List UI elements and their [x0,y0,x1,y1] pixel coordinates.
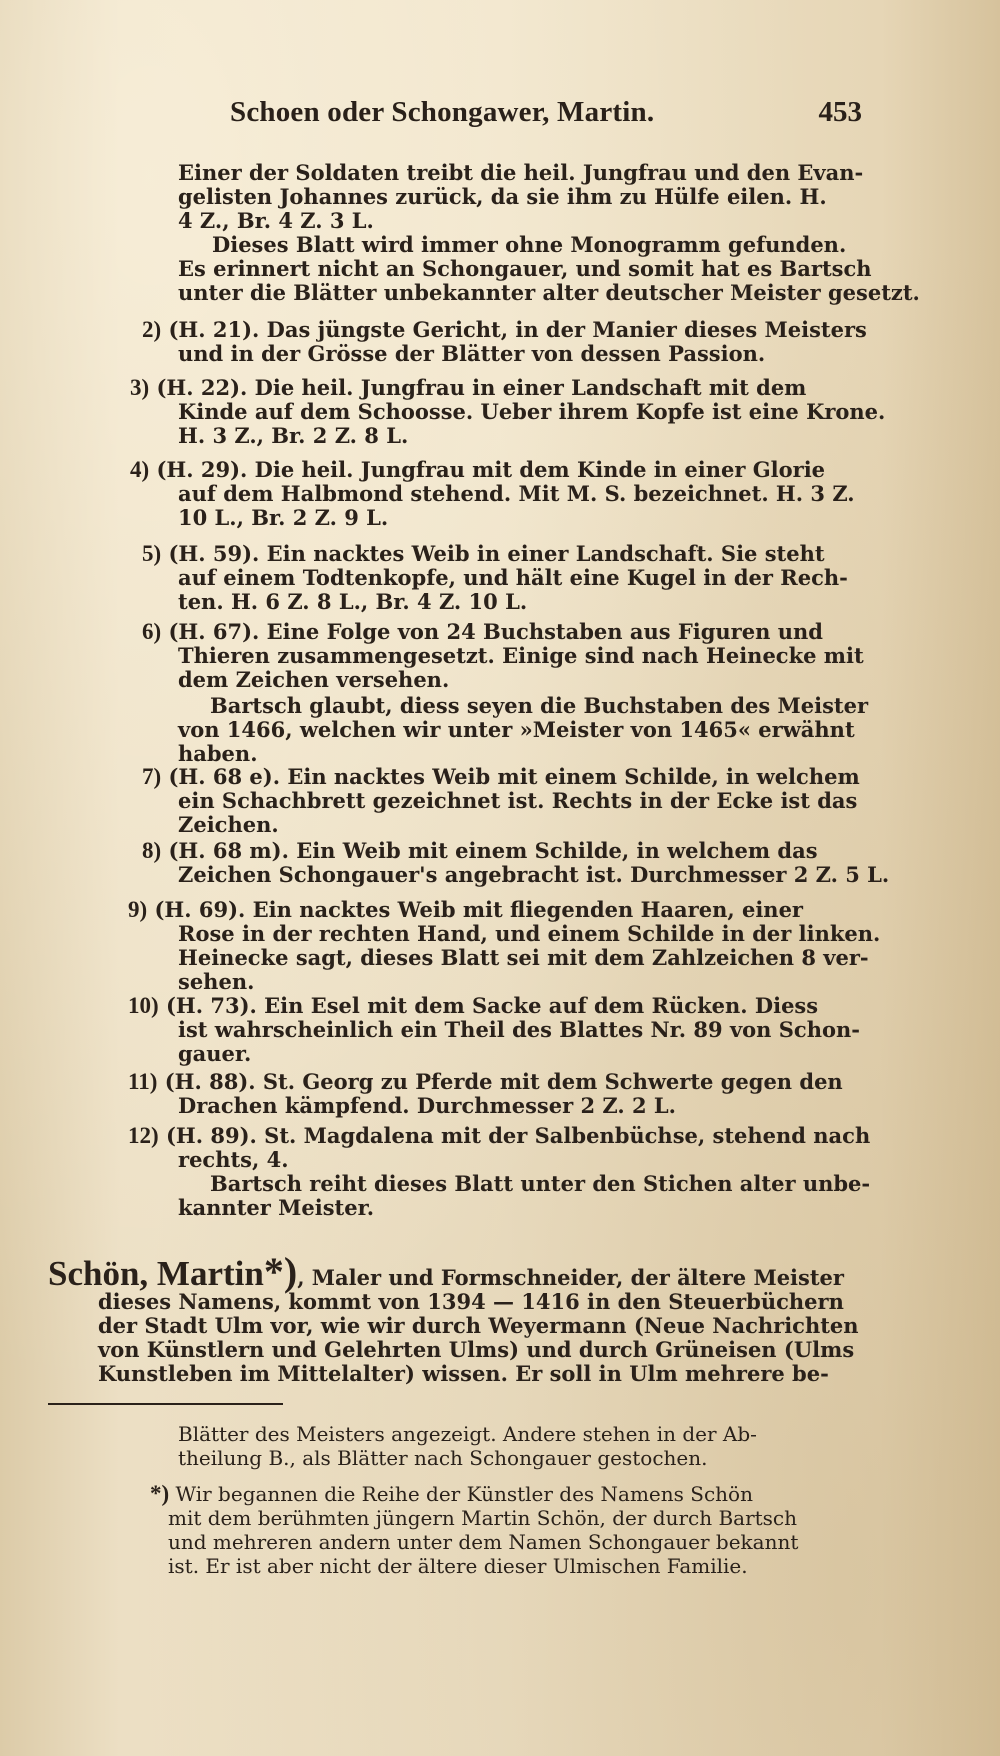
text-line: Bartsch glaubt, diess seyen die Buchstaben des Meister [210,693,869,718]
text-line: ist wahrscheinlich ein Theil des Blattes Nr. 89 von Schon- [178,1017,860,1042]
text-line: ein Schachbrett gezeichnet ist. Rechts in der Ecke ist das [178,788,858,813]
footnote-marker: *) [150,1481,170,1506]
text-line: auf einem Todtenkopfe, und hält eine Kugel in der Rech- [178,565,848,590]
text-line: Zeichen Schongauer's angebracht ist. Durchmesser 2 Z. 5 L. [178,862,890,887]
text-line: haben. [178,741,258,766]
text-line: gauer. [178,1041,252,1066]
text-line: auf dem Halbmond stehend. Mit M. S. bezeichnet. H. 3 Z. [178,481,855,506]
text-line: Zeichen. [178,812,279,837]
footnote-line: und mehreren andern unter dem Namen Schongauer bekannt [168,1530,799,1554]
text-line: kannter Meister. [178,1195,375,1220]
entry-line: dieses Namens, kommt von 1394 — 1416 in den Steuerbüchern [98,1289,844,1314]
catalogue-item-8: 8) (H. 68 m). Ein Weib mit einem Schilde, in welchem das [142,838,818,863]
catalogue-item-5: 5) (H. 59). Ein nacktes Weib in einer Landschaft. Sie steht [142,541,825,566]
text-line: Einer der Soldaten treibt die heil. Jungfrau und den Evan- [178,160,864,185]
running-title: Schoen oder Schongawer, Martin. [230,96,655,128]
catalogue-item-2: 2) (H. 21). Das jüngste Gericht, in der Manier dieses Meisters [142,317,867,342]
catalogue-item-4: 4) (H. 29). Die heil. Jungfrau mit dem Kinde in einer Glorie [130,457,826,482]
catalogue-item-7: 7) (H. 68 e). Ein nacktes Weib mit einem Schilde, in welchem [142,764,860,789]
text-line: ten. H. 6 Z. 8 L., Br. 4 Z. 10 L. [178,589,528,614]
text-line: 4 Z., Br. 4 Z. 3 L. [178,208,374,233]
text-line: und in der Grösse der Blätter von dessen Passion. [178,341,766,366]
footnote-line: theilung B., als Blätter nach Schongauer gestochen. [178,1446,708,1470]
running-head [0,96,1000,136]
catalogue-item-6: 6) (H. 67). Eine Folge von 24 Buchstaben aus Figuren und [142,619,823,644]
entry-first-line: , Maler und Formschneider, der ältere Meister [297,1265,844,1290]
text-line: Es erinnert nicht an Schongauer, und somit hat es Bartsch [178,256,872,281]
text-line: H. 3 Z., Br. 2 Z. 8 L. [178,423,409,448]
text-line: dem Zeichen versehen. [178,667,450,692]
footnote-line: *) Wir begannen die Reihe der Künstler des Namens Schön [150,1481,753,1506]
footnote-line: mit dem berühmten jüngern Martin Schön, der durch Bartsch [168,1506,798,1530]
catalogue-item-11: 11) (H. 88). St. Georg zu Pferde mit dem Schwerte gegen den [128,1069,843,1094]
text-line: Dieses Blatt wird immer ohne Monogramm gefunden. [212,232,847,257]
entry-line: von Künstlern und Gelehrten Ulms) und durch Grüneisen (Ulms [98,1337,855,1362]
entry-footnote-marker: *) [263,1249,298,1294]
catalogue-item-12: 12) (H. 89). St. Magdalena mit der Salbenbüchse, stehend nach [128,1123,871,1148]
footnote-line: Blätter des Meisters angezeigt. Andere stehen in der Ab- [178,1422,757,1446]
footnote-line: ist. Er ist aber nicht der ältere dieser Ulmischen Familie. [168,1554,748,1578]
entry-line: der Stadt Ulm vor, wie wir durch Weyermann (Neue Nachrichten [98,1313,859,1338]
text-line: sehen. [178,969,255,994]
text-line: Bartsch reiht dieses Blatt unter den Stichen alter unbe- [210,1171,871,1196]
text-line: Drachen kämpfend. Durchmesser 2 Z. 2 L. [178,1093,676,1118]
catalogue-item-9: 9) (H. 69). Ein nacktes Weib mit fliegenden Haaren, einer [128,897,803,922]
text-line: 10 L., Br. 2 Z. 9 L. [178,505,389,530]
text-line: rechts, 4. [178,1147,289,1172]
text-line: Rose in der rechten Hand, und einem Schilde in der linken. [178,921,881,946]
footnote-rule [48,1403,283,1405]
text-line: unter die Blätter unbekannter alter deutscher Meister gesetzt. [178,280,920,305]
text-line: gelisten Johannes zurück, da sie ihm zu Hülfe eilen. H. [178,184,827,209]
page-number: 453 [818,96,862,128]
text-line: Heinecke sagt, dieses Blatt sei mit dem Zahlzeichen 8 ver- [178,945,869,970]
text-line: Kinde auf dem Schoosse. Ueber ihrem Kopfe ist eine Krone. [178,399,886,424]
catalogue-item-3: 3) (H. 22). Die heil. Jungfrau in einer Landschaft mit dem [130,375,807,400]
catalogue-item-10: 10) (H. 73). Ein Esel mit dem Sacke auf dem Rücken. Diess [128,993,819,1018]
text-line: von 1466, welchen wir unter »Meister von 1465« erwähnt [178,717,855,742]
entry-line: Kunstleben im Mittelalter) wissen. Er soll in Ulm mehrere be- [98,1361,829,1386]
entry-name: Schön, Martin [48,1254,264,1293]
text-line: Thieren zusammengesetzt. Einige sind nach Heinecke mit [178,643,864,668]
